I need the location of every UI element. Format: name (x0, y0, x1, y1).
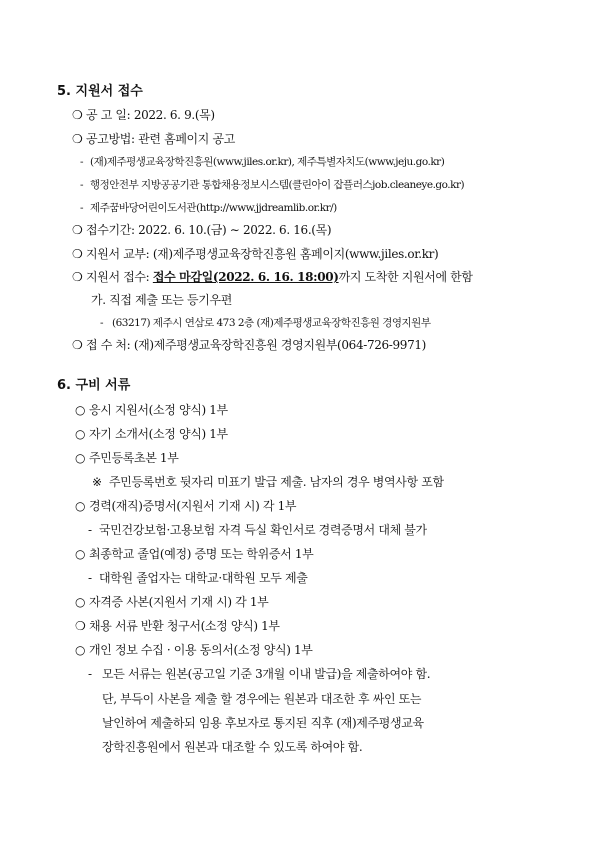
reference-mark-icon: ※ (92, 475, 102, 489)
bullet-icon: ❍ (72, 270, 83, 284)
form-item (72, 247, 438, 261)
doc-item-7 (75, 619, 280, 633)
bullet-icon: ❍ (72, 108, 83, 122)
submit-sub-a: 가. 직접 제출 또는 등기우편 (91, 293, 232, 307)
final-note-line-3: 날인하여 제출하되 임용 후보자로 통지된 직후 (재)제주평생교육 (102, 716, 424, 730)
circle-bullet-icon: ○ (75, 427, 86, 441)
doc-item-2 (75, 427, 228, 441)
doc-item-4-sub (88, 523, 427, 537)
bullet-icon: ❍ (72, 132, 83, 146)
dash-mark: - (80, 156, 84, 168)
final-note-line-1 (88, 667, 430, 681)
submit-item (72, 270, 473, 284)
dash-mark: - (100, 317, 104, 329)
final-note-line-4: 장학진흥원에서 원본과 대조할 수 있도록 하여야 함. (102, 740, 363, 754)
bullet-icon: ❍ (75, 619, 86, 633)
circle-bullet-icon: ○ (75, 595, 86, 609)
submit-suffix: 까지 도착한 지원서에 한함 (338, 270, 473, 284)
circle-bullet-icon: ○ (75, 403, 86, 417)
doc-item-5-sub (88, 571, 307, 585)
doc-item-6-text: 자격증 사본(지원서 기재 시) 각 1부 (89, 595, 269, 609)
section-5-heading: 5. 지원서 접수 (57, 84, 143, 99)
doc-item-5 (75, 547, 313, 561)
doc-item-8 (75, 643, 313, 657)
circle-bullet-icon: ○ (75, 499, 86, 513)
dash-mark: - (80, 179, 84, 191)
doc-item-6 (75, 595, 268, 609)
section-6-heading: 6. 구비 서류 (57, 378, 131, 393)
method-sub-text-2: 행정안전부 지방공공기관 통합채용정보시스템(클린아이 잡플러스job.cleaneye.go.kr) (90, 179, 465, 191)
contact-text: 접 수 처: (재)제주평생교육장학진흥원 경영지원부(064-726-9971) (86, 338, 426, 352)
notice-method-item (72, 132, 235, 146)
doc-item-3-text: 주민등록초본 1부 (89, 451, 179, 465)
bullet-icon: ❍ (72, 338, 83, 352)
method-sub-text-3: 제주꿈바당어린이도서관(http://www.jjdreamlib.or.kr/) (90, 202, 337, 214)
doc-item-4-text: 경력(재직)증명서(지원서 기재 시) 각 1부 (89, 499, 297, 513)
final-note-line-2: 단, 부득이 사본을 제출 할 경우에는 원본과 대조한 후 싸인 또는 (102, 692, 422, 706)
doc-item-1 (75, 403, 228, 417)
period-item (72, 223, 331, 237)
final-note-text-1: 모든 서류는 원본(공고일 기준 3개월 이내 발급)을 제출하여야 함. (102, 667, 431, 681)
circle-bullet-icon: ○ (75, 451, 86, 465)
dash-mark: - (88, 667, 92, 681)
doc-item-2-text: 자기 소개서(소정 양식) 1부 (89, 427, 228, 441)
submit-deadline: 접수 마감일(2022. 6. 16. 18:00) (152, 270, 339, 284)
dash-mark: - (88, 571, 92, 585)
bullet-icon: ❍ (72, 247, 83, 261)
submit-prefix: 지원서 접수: (86, 270, 153, 284)
notice-method-text: 공고방법: 관련 홈페이지 공고 (86, 132, 235, 146)
doc-item-5-text: 최종학교 졸업(예정) 증명 또는 학위증서 1부 (89, 547, 314, 561)
period-text: 접수기간: 2022. 6. 10.(금) ∼ 2022. 6. 16.(목) (86, 223, 332, 237)
doc-item-1-text: 응시 지원서(소정 양식) 1부 (89, 403, 228, 417)
doc-item-8-text: 개인 정보 수집 · 이용 동의서(소정 양식) 1부 (89, 643, 313, 657)
bullet-icon: ❍ (72, 223, 83, 237)
doc-item-3-note (92, 475, 444, 489)
doc-item-3-note-text: 주민등록번호 뒷자리 미표기 발급 제출. 남자의 경우 병역사항 포함 (109, 475, 444, 489)
doc-item-3 (75, 451, 178, 465)
notice-date-text: 공 고 일: 2022. 6. 9.(목) (86, 108, 215, 122)
circle-bullet-icon: ○ (75, 547, 86, 561)
notice-date-item (72, 108, 215, 122)
doc-item-7-text: 채용 서류 반환 청구서(소정 양식) 1부 (89, 619, 280, 633)
form-text: 지원서 교부: (재)제주평생교육장학진흥원 홈페이지(www.jiles.or.kr) (86, 247, 439, 261)
submit-address-text: (63217) 제주시 연삼로 473 2층 (재)제주평생교육장학진흥원 경영지원부 (112, 317, 431, 329)
doc-item-5-sub-text: 대학원 졸업자는 대학교·대학원 모두 제출 (99, 571, 308, 585)
method-sub-text-1: (재)제주평생교육장학진흥원(www.jiles.or.kr), 제주특별자치도(www.jeju.go.kr) (90, 156, 445, 168)
method-sub-item-2 (80, 178, 464, 192)
doc-item-4-sub-text: 국민건강보험·고용보험 자격 득실 확인서로 경력증명서 대체 불가 (99, 523, 427, 537)
dash-mark: - (88, 523, 92, 537)
contact-item (72, 338, 426, 352)
circle-bullet-icon: ○ (75, 643, 86, 657)
dash-mark: - (80, 202, 84, 214)
method-sub-item-1 (80, 155, 444, 169)
method-sub-item-3 (80, 201, 337, 215)
doc-item-4 (75, 499, 296, 513)
submit-address-item (100, 316, 430, 330)
